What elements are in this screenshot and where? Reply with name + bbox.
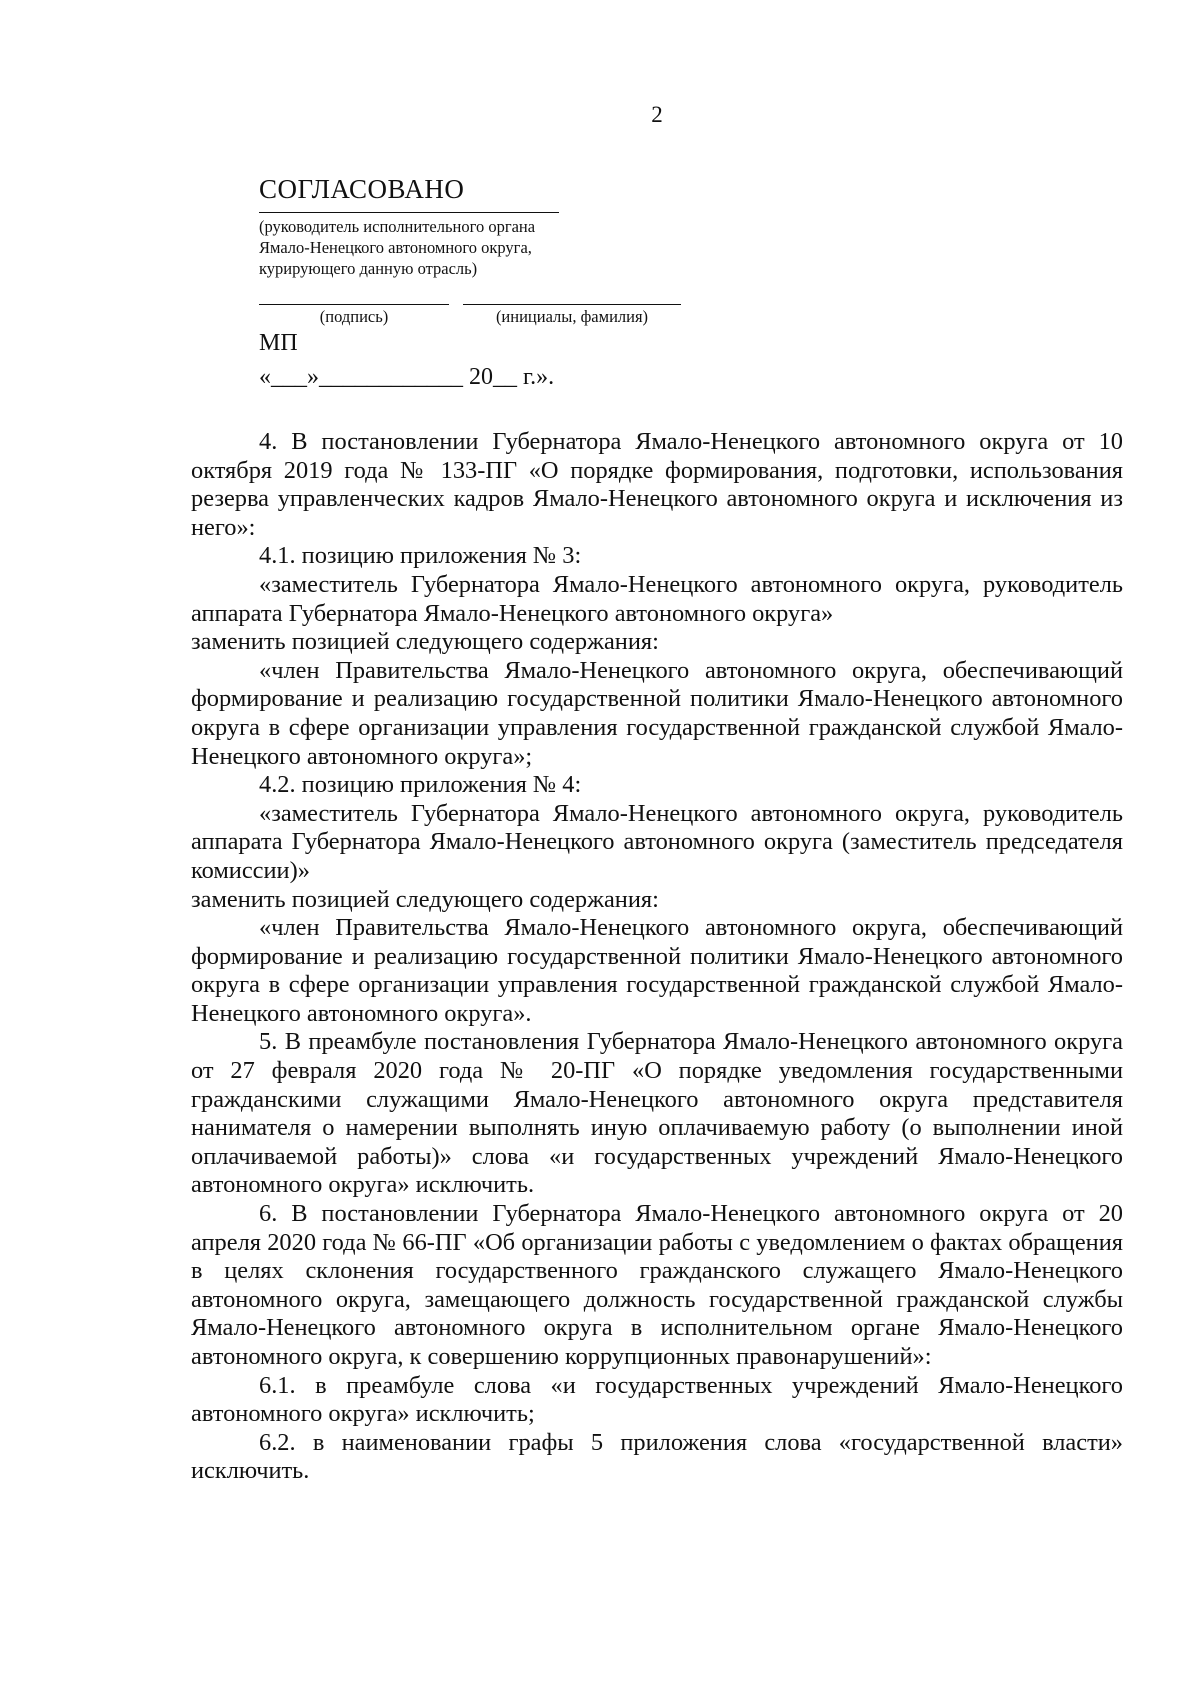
replace-instruction-4: заменить позицией следующего содержания: [191,885,659,913]
approval-caption [259,216,719,279]
signature-label: (подпись) [319,307,389,326]
approval-caption-line: Ямало-Ненецкого автономного округа, [259,238,532,257]
approval-caption-line: (руководитель исполнительного органа [259,217,536,236]
quoted-position-old-4: «заместитель Губернатора Ямало-Ненецкого автономного округа, руководитель аппарата Губернатора Ямало-Ненецкого автономного округа (заместитель председателя комиссии)» [191,799,1123,884]
signature-line [259,293,449,305]
approval-signature-line [259,212,559,213]
quoted-position-new-4: «член Правительства Ямало-Ненецкого автономного округа, обеспечивающий формирование и реализацию государственной политики Ямало-Ненецкого автономного округа в сфере организации управления государственной гражданской службой Ямало-Ненецкого автономного округа». [191,914,1123,1027]
approval-caption-line: курирующего данную отрасль) [259,259,478,278]
approval-block [259,172,719,392]
name-label: (инициалы, фамилия) [495,307,649,326]
paragraph-4-1: 4.1. позицию приложения № 3: [259,542,582,570]
replace-instruction-3: заменить позицией следующего содержания: [191,628,659,656]
quoted-position-new-3: «член Правительства Ямало-Ненецкого автономного округа, обеспечивающий формирование и реализацию государственной политики Ямало-Ненецкого автономного округа в сфере организации управления государственной гражданской службой Ямало-Ненецкого автономного округа»; [191,656,1123,770]
signature-row [259,293,719,327]
signature-field [259,293,449,327]
name-line [463,293,681,305]
page-number: 2 [651,102,663,127]
paragraph-6: 6. В постановлении Губернатора Ямало-Ненецкого автономного округа от 20 апреля 2020 года № 66-ПГ «Об организации работы с уведомлением о фактах обращения в целях склонения государственного гражданского служащего Ямало-Ненецкого автономного округа, замещающего должность государственной гражданской службы Ямало-Ненецкого автономного округа в исполнительном органе Ямало-Ненецкого автономного округа, к совершению коррупционных правонарушений»: [191,1200,1123,1370]
approval-title: СОГЛАСОВАНО [259,174,465,204]
stamp-placeholder: МП [259,330,298,356]
paragraph-6-1: 6.1. в преамбуле слова «и государственных учреждений Ямало-Ненецкого автономного округа» исключить; [191,1371,1123,1428]
paragraph-5: 5. В преамбуле постановления Губернатора Ямало-Ненецкого автономного округа от 27 февраля 2020 года № 20-ПГ «О порядке уведомления государственными гражданскими служащими Ямало-Ненецкого автономного округа представителя нанимателя о намерении выполнять иную оплачиваемую работу (о выполнении иной оплачиваемой работы)» слова «и государственных учреждений Ямало-Ненецкого автономного округа» исключить. [191,1028,1123,1199]
document-body [191,428,1123,1486]
paragraph-6-2: 6.2. в наименовании графы 5 приложения слова «государственной власти» исключить. [191,1428,1123,1485]
paragraph-4-2: 4.2. позицию приложения № 4: [259,771,582,799]
paragraph-4: 4. В постановлении Губернатора Ямало-Ненецкого автономного округа от 10 октября 2019 года № 133-ПГ «О порядке формирования, подготовки, использования резерва управленческих кадров Ямало-Ненецкого автономного округа и исключения из него»: [191,428,1123,541]
approval-date: «___»____________ 20__ г.». [259,364,555,390]
quoted-position-old-3: «заместитель Губернатора Ямало-Ненецкого автономного округа, руководитель аппарата Губернатора Ямало-Ненецкого автономного округа» [191,570,1123,627]
name-field [463,293,681,327]
